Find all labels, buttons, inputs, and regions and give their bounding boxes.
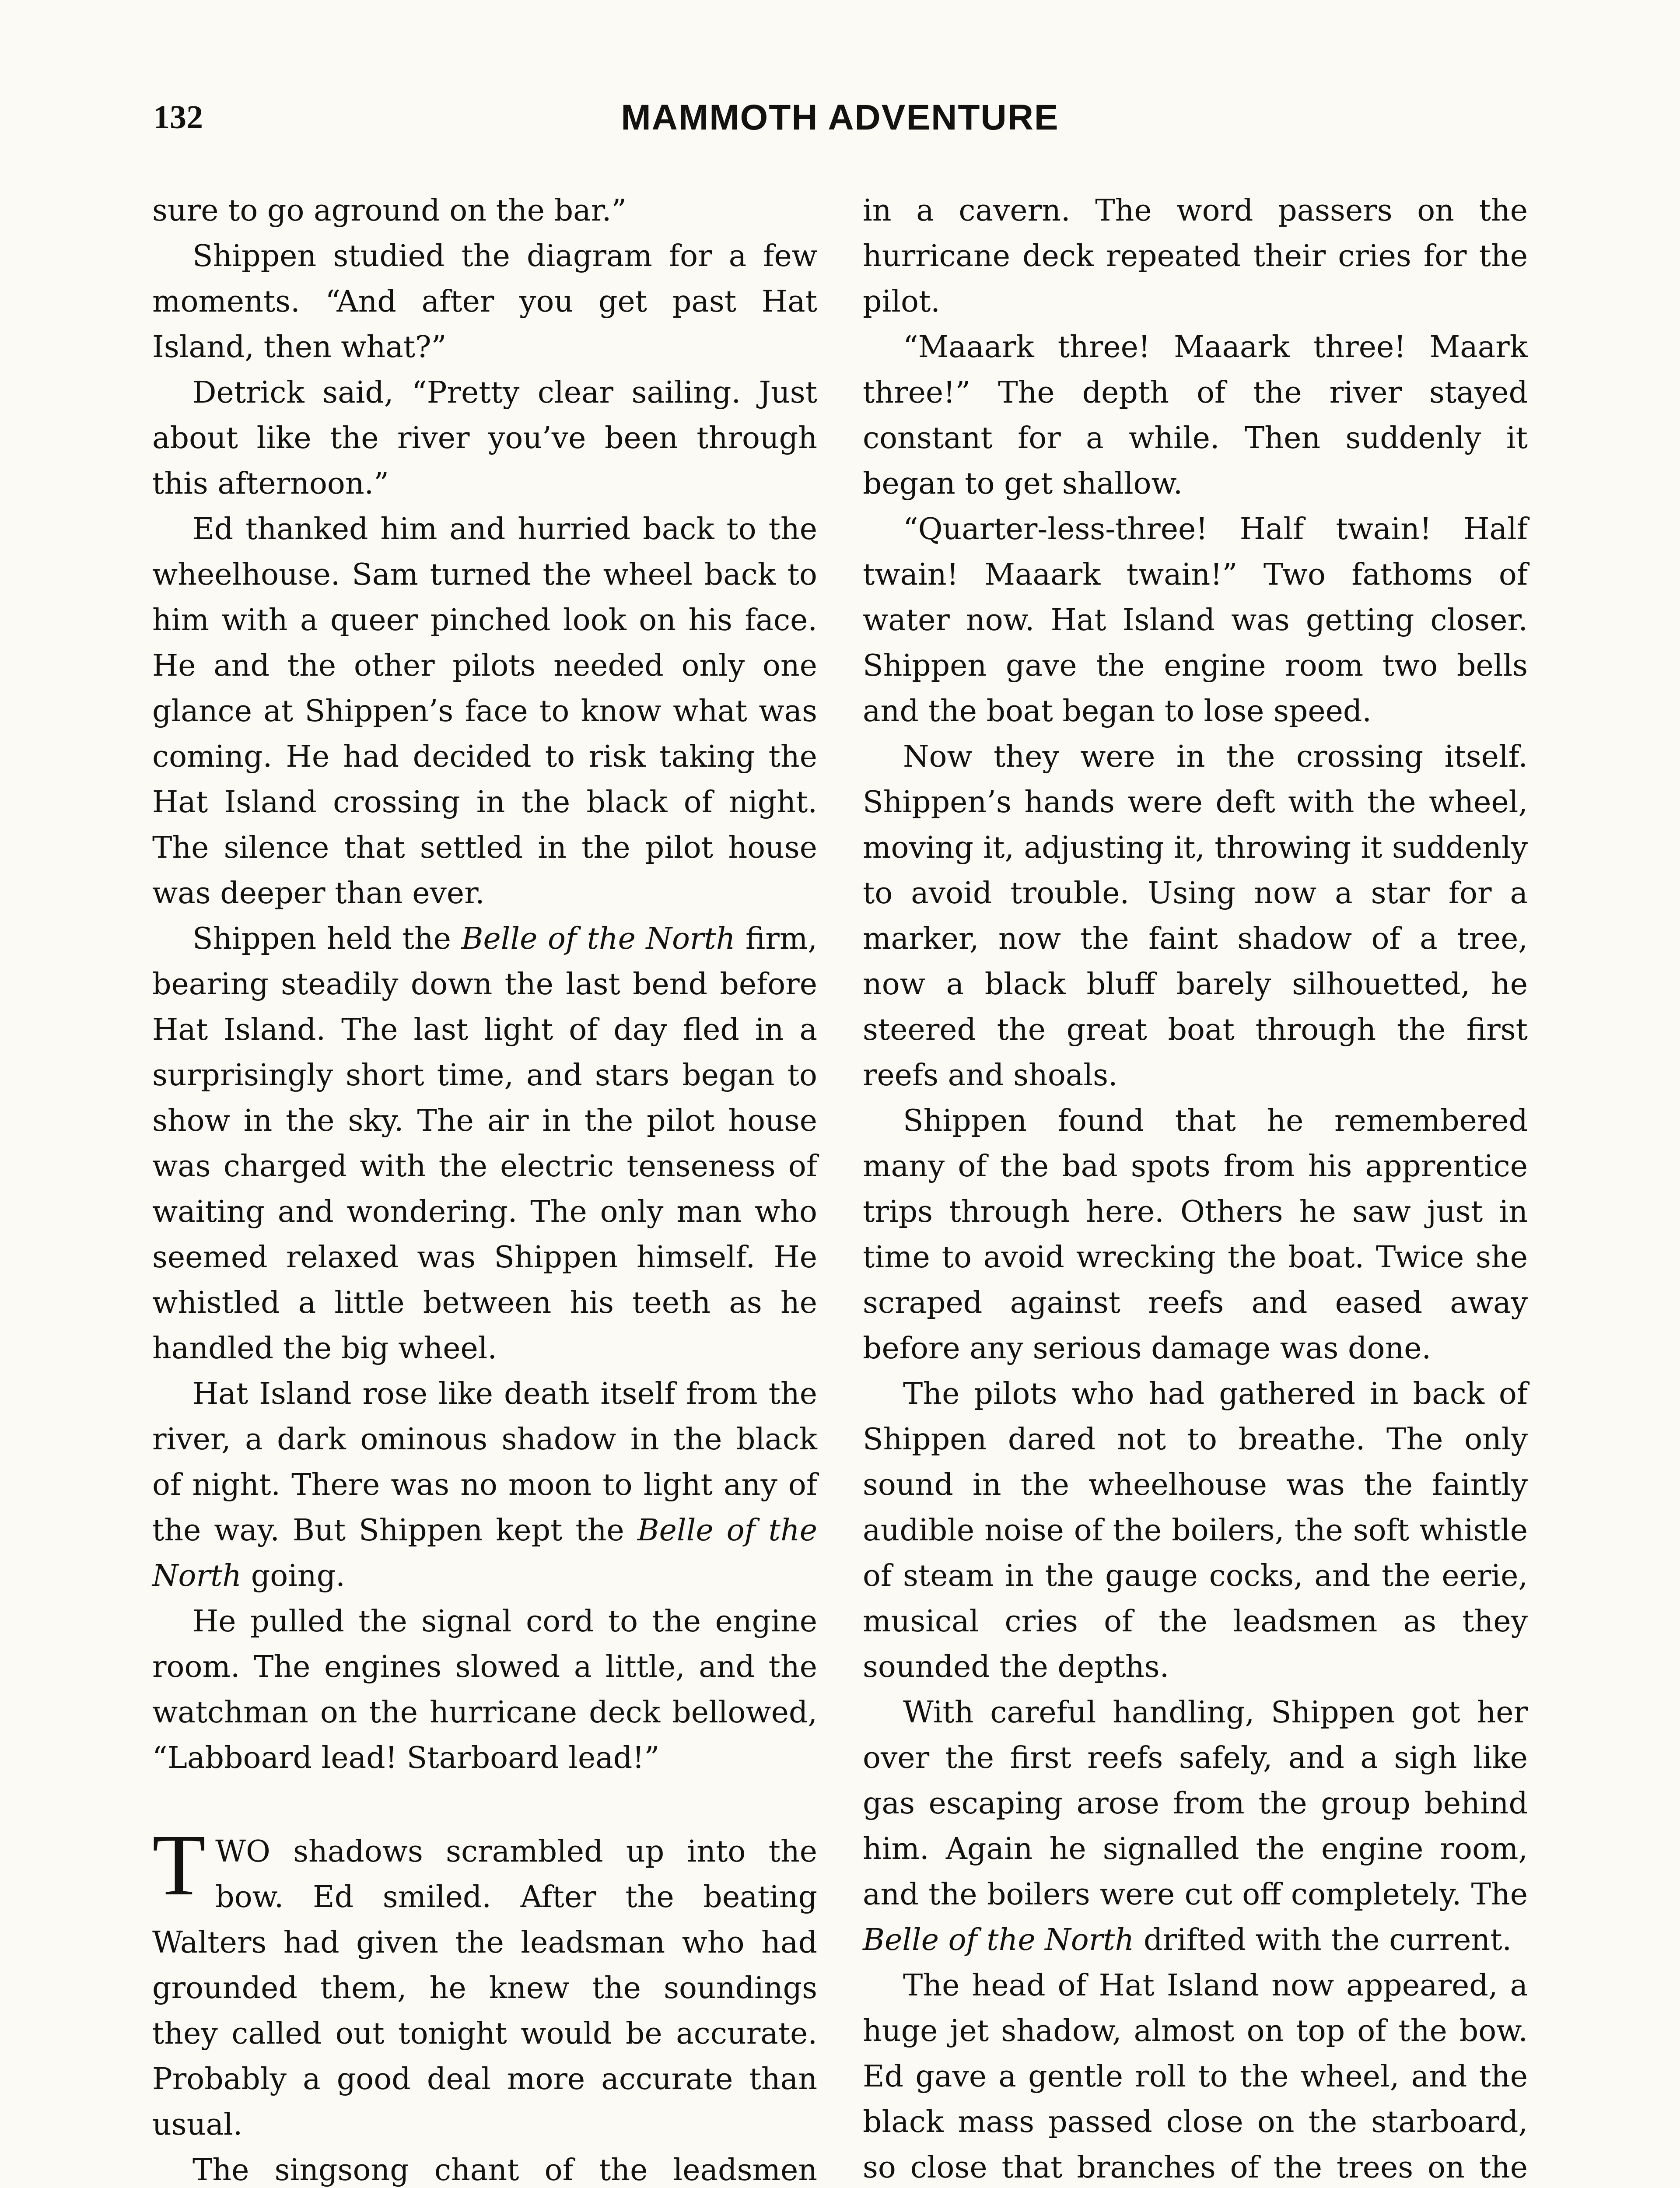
- paragraph: Ed thanked him and hurried back to the wheelhouse. Sam turned the wheel back to him with a queer pinched look on his face. He and the other pilots needed only one glance at Shippen’s face to know what was coming. He had decided to risk taking the Hat Island crossing in the black of night. The silence that settled in the pilot house was deeper than ever.: [152, 512, 817, 911]
- paragraph: in a cavern. The word passers on the hurricane deck repeated their cries for the pilot.: [863, 193, 1528, 319]
- text-run: going.: [242, 1559, 345, 1593]
- paragraph: “Maaark three! Maaark three! Maark three!” The depth of the river stayed constant for a while. Then suddenly it began to get shallow.: [863, 330, 1528, 501]
- section-start-paragraph: [152, 1817, 817, 2148]
- right-column: [863, 188, 1528, 2188]
- text-run: With careful handling, Shippen got her over the first reefs safely, and a sigh like gas escaping arose from the group behind him. Again he signalled the engine room, and the boilers were cut off completely. The: [863, 1695, 1528, 1912]
- paragraph: “Quarter-less-three! Half twain! Half twain! Maaark twain!” Two fathoms of water now. Hat Island was getting closer. Shippen gave the engine room two bells and the boat began to lose speed.: [863, 512, 1528, 729]
- paragraph: The pilots who had gathered in back of Shippen dared not to breathe. The only sound in the wheelhouse was the faintly audible noise of the boilers, the soft whistle of steam in the gauge cocks, and the eerie, musical cries of the leadsmen as they sounded the depths.: [863, 1377, 1528, 1684]
- paragraph: sure to go aground on the bar.”: [152, 193, 627, 228]
- paragraph: Shippen studied the diagram for a few moments. “And after you get past Hat Island, then what?”: [152, 239, 817, 365]
- left-column: [152, 188, 817, 2188]
- paragraph: The singsong chant of the leadsmen: [192, 2153, 817, 2188]
- paragraph: Now they were in the crossing itself. Shippen’s hands were deft with the wheel, moving it, adjusting it, throwing it suddenly to avoid trouble. Using now a star for a marker, now the faint shadow of a tree, now a black bluff barely silhouetted, he steered the great boat through the first reefs and shoals.: [863, 740, 1528, 1093]
- text-run: Hat Island rose like death itself from the river, a dark ominous shadow in the black of night. There was no moon to light any of the way. But Shippen kept the: [152, 1377, 817, 1548]
- paragraph: He pulled the signal cord to the engine room. The engines slowed a little, and the watchman on the hurricane deck bellowed, “Labboard lead! Starboard lead!”: [152, 1604, 817, 1775]
- ship-name: Belle of the North: [152, 1513, 817, 1593]
- paragraph: The head of Hat Island now appeared, a huge jet shadow, almost on top of the bow. Ed gave a gentle roll to the wheel, and the black mass passed close on the starboard, so close that branches of the trees on the: [863, 1968, 1528, 2185]
- text-run: drifted with the current.: [1134, 1923, 1512, 1957]
- ship-name: Belle of the North: [461, 922, 735, 956]
- paragraph: [152, 1371, 817, 1599]
- paragraph: Detrick said, “Pretty clear sailing. Just about like the river you’ve been through this afternoon.”: [152, 375, 817, 501]
- text-run: WO shadows scrambled up into the bow. Ed smiled. After the beating Walters had given the leadsman who had grounded them, he knew the soundings they called out tonight would be accurate. Probably a good deal more accurate than usual.: [152, 1834, 817, 2142]
- page-number: 132: [153, 99, 203, 136]
- drop-cap: T: [152, 1817, 206, 1914]
- text-run: Shippen held the: [192, 922, 462, 956]
- running-title: MAMMOTH ADVENTURE: [621, 98, 1059, 137]
- paragraph: [152, 916, 817, 1371]
- ship-name: Belle of the North: [863, 1923, 1134, 1957]
- paragraph: [863, 1690, 1528, 1963]
- text-run: firm, bearing steadily down the last bend before Hat Island. The last light of day fled in a surprisingly short time, and stars began to show in the sky. The air in the pilot house was charged with the electric tenseness of waiting and wondering. The only man who seemed relaxed was Shippen himself. He whistled a little between his teeth as he handled the big wheel.: [152, 922, 817, 1366]
- paragraph: Shippen found that he remembered many of the bad spots from his apprentice trips through here. Others he saw just in time to avoid wrecking the boat. Twice she scraped against reefs and eased away before any serious damage was done.: [863, 1104, 1528, 1366]
